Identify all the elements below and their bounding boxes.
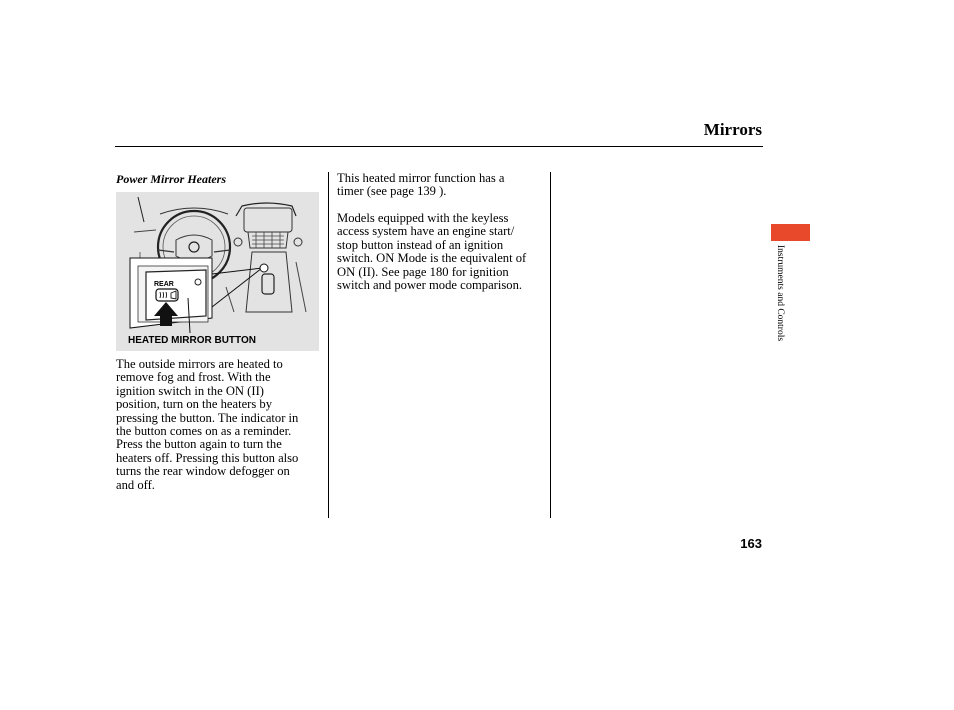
dashboard-drawing xyxy=(116,192,319,351)
page-title: Mirrors xyxy=(703,120,762,139)
chapter-tab xyxy=(771,224,810,241)
header-rule xyxy=(115,146,763,147)
dashboard-illustration xyxy=(116,192,319,351)
body-paragraph-left: The outside mirrors are heated to remove fog and frost. With the ignition switch in the ON (II) position, turn on the heaters by pressing the button. The indicator in the button comes on as a reminder. Press the button again to turn the heaters off. Pressing this button also turns the rear window defogger on and off. xyxy=(116,357,299,492)
body-paragraph-keyless: Models equipped with the keyless access system have an engine start/ stop button instead of an ignition switch. ON Mode is the equivalent of ON (II). See page 180 for ignition switch and power mode comparison. xyxy=(337,211,527,293)
switch-panel-callout xyxy=(130,258,212,333)
rear-button-label: REAR xyxy=(154,281,174,288)
chapter-label: Instruments and Controls xyxy=(775,245,785,342)
figure-caption: HEATED MIRROR BUTTON xyxy=(128,335,256,346)
page-number: 163 xyxy=(740,536,762,551)
heated-mirror-button xyxy=(156,289,178,301)
column-divider-1 xyxy=(328,172,329,518)
section-heading: Power Mirror Heaters xyxy=(116,172,227,186)
body-paragraph-timer: This heated mirror function has a timer (see page 139 ). xyxy=(337,171,505,199)
column-divider-2 xyxy=(550,172,551,518)
